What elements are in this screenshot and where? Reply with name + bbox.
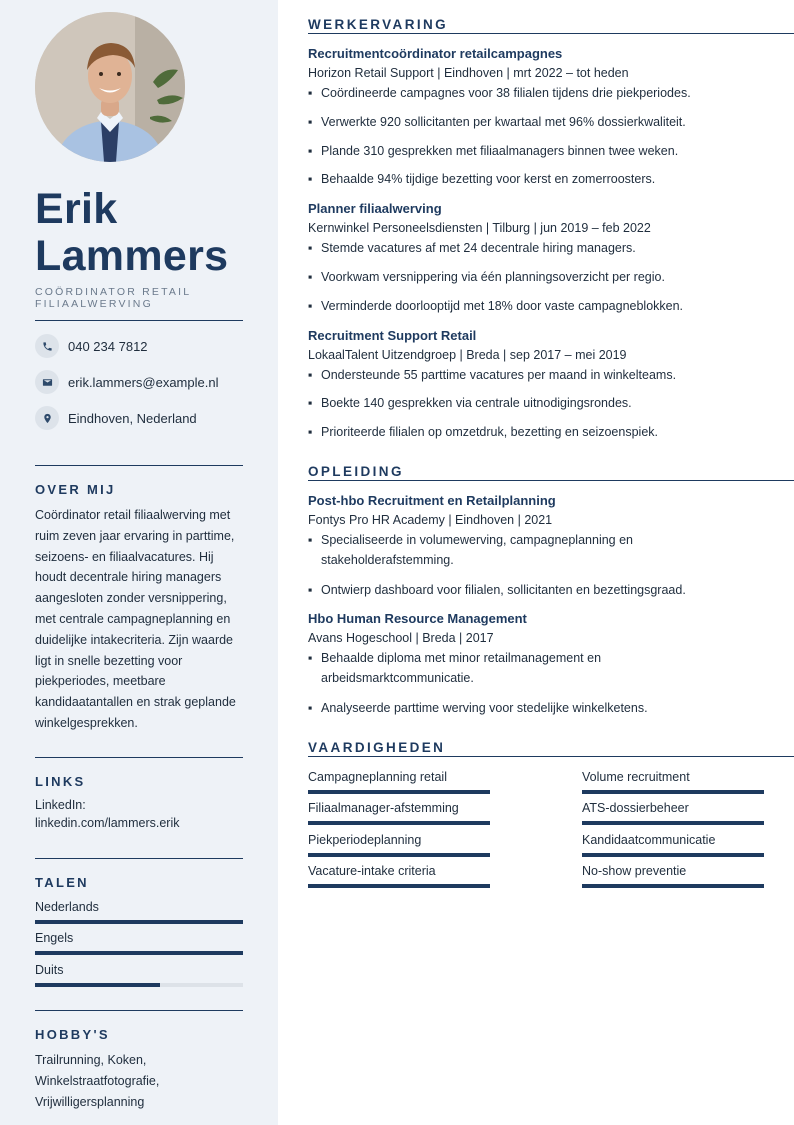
job-title: Recruitment Support Retail [308, 328, 477, 343]
education-meta: Avans Hogeschool | Breda | 2017 [308, 631, 494, 645]
bullet-item [308, 648, 728, 688]
bullet-text: Stemde vacatures af met 24 decentrale hiring managers. [321, 241, 636, 255]
skill-bar [582, 821, 764, 825]
bullet-item [308, 365, 728, 385]
skill-bar [308, 790, 490, 794]
language-level-track [35, 920, 243, 924]
bullet-item [308, 83, 728, 103]
bullet-text: Ontwierp dashboard voor filialen, sollicitanten en bezettingsgraad. [321, 583, 686, 597]
links-title: LINKS [35, 774, 86, 789]
hobbies-title: HOBBY'S [35, 1027, 110, 1042]
skill-item [582, 832, 764, 857]
bullet-item [308, 422, 728, 442]
last-name: Lammers [35, 232, 229, 280]
sidebar [0, 0, 278, 1125]
bullet-dot: ▪ [308, 270, 313, 284]
bullet-dot: ▪ [308, 115, 313, 129]
bullet-item [308, 112, 728, 132]
language-level-track [35, 951, 243, 955]
bullet-text: arbeidsmarktcommunicatie. [321, 671, 474, 685]
email-link[interactable]: erik.lammers@example.nl [68, 374, 219, 390]
bullet-text: Verminderde doorlooptijd met 18% door vaste campagneblokken. [321, 299, 684, 313]
profile-photo-illustration [35, 12, 185, 162]
bullet-dot: ▪ [308, 583, 313, 597]
hobbies-line: Winkelstraatfotografie, [35, 1073, 160, 1088]
language-item [35, 929, 243, 955]
bullet-item [308, 141, 728, 161]
job-meta: Horizon Retail Support | Eindhoven | mrt 2022 – tot heden [308, 66, 629, 80]
skill-item [582, 863, 764, 888]
skill-name: Vacature-intake criteria [308, 864, 436, 878]
skill-bar [582, 884, 764, 888]
divider [35, 320, 243, 321]
bullet-text: Prioriteerde filialen op omzetdruk, bezetting en seizoenspiek. [321, 425, 658, 439]
language-name: Nederlands [35, 900, 99, 914]
bullet-text: Analyseerde parttime werving voor stedelijke winkelketens. [321, 701, 648, 715]
phone-text: 040 234 7812 [68, 338, 148, 354]
bullet-text: Coördineerde campagnes voor 38 filialen tijdens drie piekperiodes. [321, 86, 691, 100]
bullet-text: stakeholderafstemming. [321, 553, 454, 567]
bullet-text: Boekte 140 gesprekken via centrale uitnodigingsrondes. [321, 396, 632, 410]
skill-name: ATS-dossierbeheer [582, 801, 689, 815]
experience-title: WERKERVARING [308, 17, 794, 34]
skill-item [308, 863, 490, 888]
skill-bar [308, 884, 490, 888]
bullet-item [308, 698, 728, 718]
skill-name: No-show preventie [582, 864, 687, 878]
skill-item [308, 800, 490, 825]
bullet-dot: ▪ [308, 241, 313, 255]
bullet-text: Verwerkte 920 sollicitanten per kwartaal met 96% dossierkwaliteit. [321, 115, 686, 129]
bullet-dot: ▪ [308, 533, 313, 547]
location-pin-icon [35, 406, 59, 430]
skill-bar [582, 790, 764, 794]
bullet-dot: ▪ [308, 86, 313, 100]
divider [35, 1010, 243, 1011]
skill-bar [308, 853, 490, 857]
about-text: Coördinator retail filiaalwerving met ruim zeven jaar ervaring in parttime, seizoens- en filiaalvacatures. Hij houdt decentrale hiring managers aangesloten zonder versnippering, met centrale campagneplanning en duidelijke intakecriteria. Zijn waarde ligt in snelle bezetting voor piekperiodes, meetbare kandidaatantallen en strak geplande winkelgesprekken. [35, 508, 236, 730]
contact-location [35, 406, 255, 430]
bullet-dot: ▪ [308, 651, 313, 665]
bullet-dot: ▪ [308, 701, 313, 715]
skill-bar [308, 821, 490, 825]
skill-name: Piekperiodeplanning [308, 833, 422, 847]
skill-name: Campagneplanning retail [308, 770, 447, 784]
education-title-item: Post-hbo Recruitment en Retailplanning [308, 493, 556, 508]
bullet-item [308, 530, 728, 570]
bullet-dot: ▪ [308, 172, 313, 186]
education-title-item: Hbo Human Resource Management [308, 611, 527, 626]
bullet-dot: ▪ [308, 368, 313, 382]
divider [35, 757, 243, 758]
job-meta: LokaalTalent Uitzendgroep | Breda | sep 2017 – mei 2019 [308, 348, 627, 362]
skill-item [308, 832, 490, 857]
language-name: Duits [35, 963, 64, 977]
skill-name: Filiaalmanager-afstemming [308, 801, 459, 815]
mail-icon [35, 370, 59, 394]
candidate-name [35, 186, 265, 280]
linkedin-label: LinkedIn: [35, 798, 86, 812]
bullet-item [308, 267, 728, 287]
skill-item [582, 769, 764, 794]
language-level-fill [35, 920, 243, 924]
bullet-item [308, 296, 728, 316]
bullet-item [308, 169, 728, 189]
links-block [35, 796, 247, 832]
language-item [35, 961, 243, 987]
location-text: Eindhoven, Nederland [68, 410, 197, 426]
bullet-text: Ondersteunde 55 parttime vacatures per maand in winkelteams. [321, 368, 677, 382]
language-level-fill [35, 951, 243, 955]
language-name: Engels [35, 931, 74, 945]
contact-email [35, 370, 255, 394]
divider [35, 465, 243, 466]
skill-item [582, 800, 764, 825]
main-content [308, 0, 794, 1125]
candidate-role [35, 286, 245, 310]
profile-photo [35, 12, 185, 162]
contact-phone [35, 334, 255, 358]
phone-icon [35, 334, 59, 358]
bullet-dot: ▪ [308, 144, 313, 158]
language-level-track [35, 983, 243, 987]
language-level-fill [35, 983, 160, 987]
language-item [35, 898, 243, 924]
bullet-text: Behaalde 94% tijdige bezetting voor kerst en zomerroosters. [321, 172, 656, 186]
divider [35, 858, 243, 859]
hobbies-line: Vrijwilligersplanning [35, 1094, 145, 1109]
job-title: Recruitmentcoördinator retailcampagnes [308, 46, 563, 61]
education-title: OPLEIDING [308, 464, 794, 481]
skill-item [308, 769, 490, 794]
skill-bar [582, 853, 764, 857]
bullet-dot: ▪ [308, 425, 313, 439]
hobbies-text [35, 1050, 247, 1112]
bullet-text: Voorkwam versnippering via één planningsoverzicht per regio. [321, 270, 665, 284]
bullet-text: Plande 310 gesprekken met filiaalmanagers binnen twee weken. [321, 144, 679, 158]
role-line-1: COÖRDINATOR RETAIL [35, 286, 192, 298]
hobbies-line: Trailrunning, Koken, [35, 1053, 147, 1067]
skill-name: Volume recruitment [582, 770, 690, 784]
bullet-item [308, 238, 728, 258]
skill-name: Kandidaatcommunicatie [582, 833, 716, 847]
bullet-text: Behaalde diploma met minor retailmanagement en [321, 651, 602, 665]
bullet-dot: ▪ [308, 396, 313, 410]
about-title: OVER MIJ [35, 482, 116, 497]
role-line-2: FILIAALWERVING [35, 298, 153, 310]
languages-title: TALEN [35, 875, 89, 890]
bullet-dot: ▪ [308, 299, 313, 313]
skills-title: VAARDIGHEDEN [308, 740, 794, 757]
job-title: Planner filiaalwerving [308, 201, 442, 216]
bullet-item [308, 580, 728, 600]
first-name: Erik [35, 185, 118, 233]
job-meta: Kernwinkel Personeelsdiensten | Tilburg | jun 2019 – feb 2022 [308, 221, 651, 235]
education-meta: Fontys Pro HR Academy | Eindhoven | 2021 [308, 513, 553, 527]
linkedin-link[interactable]: linkedin.com/lammers.erik [35, 816, 180, 830]
bullet-text: Specialiseerde in volumewerving, campagneplanning en [321, 533, 633, 547]
bullet-item [308, 393, 728, 413]
